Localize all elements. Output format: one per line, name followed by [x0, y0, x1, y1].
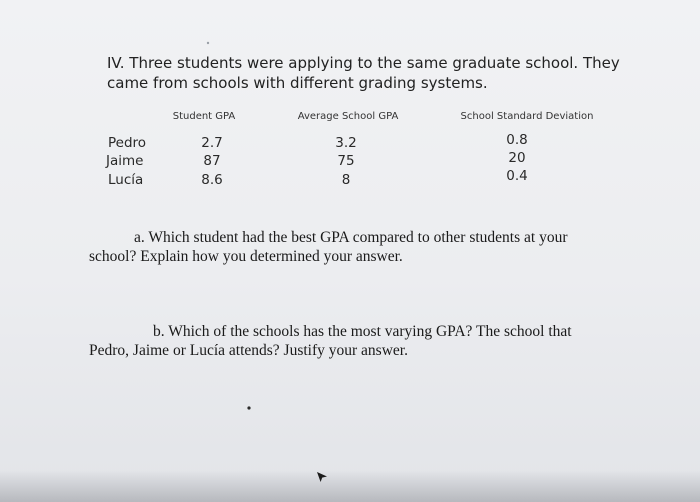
- heading-line-2: came from schools with different grading systems.: [107, 74, 488, 92]
- row-lucia-name: Lucía: [108, 172, 144, 188]
- row-jaime-school-sd: 20: [508, 150, 526, 166]
- question-b-line-1: b. Which of the schools has the most varying GPA? The school that: [153, 323, 572, 340]
- row-lucia-average-school-gpa: 8: [341, 172, 351, 188]
- question-b-line-2: Pedro, Jaime or Lucía attends? Justify your answer.: [89, 342, 408, 359]
- row-jaime-student-gpa: 87: [203, 153, 221, 169]
- problem-heading: [107, 53, 627, 93]
- pen-dot-mark: [245, 404, 253, 412]
- row-lucia-school-sd: 0.4: [506, 168, 528, 184]
- question-a-line-1: a. Which student had the best GPA compared to other students at your: [134, 229, 568, 246]
- question-a: [89, 228, 609, 266]
- row-pedro-school-sd: 0.8: [506, 132, 528, 148]
- header-school-standard-deviation: School Standard Deviation: [460, 111, 594, 122]
- row-lucia-student-gpa: 8.6: [201, 172, 223, 188]
- paper-speck: [205, 40, 211, 46]
- row-pedro-name: Pedro: [108, 135, 147, 151]
- header-average-school-gpa: Average School GPA: [297, 111, 399, 122]
- question-a-line-2: school? Explain how you determined your answer.: [89, 248, 403, 265]
- heading-line-1: IV. Three students were applying to the same graduate school. They: [107, 54, 620, 72]
- row-pedro-average-school-gpa: 3.2: [335, 135, 357, 151]
- row-jaime-name: Jaime: [106, 153, 144, 169]
- bottom-shadow: [0, 470, 700, 502]
- question-b: [89, 322, 609, 360]
- row-pedro-student-gpa: 2.7: [201, 135, 223, 151]
- cursor-arrow-icon: [315, 470, 329, 484]
- row-jaime-average-school-gpa: 75: [337, 153, 355, 169]
- header-student-gpa: Student GPA: [172, 111, 236, 122]
